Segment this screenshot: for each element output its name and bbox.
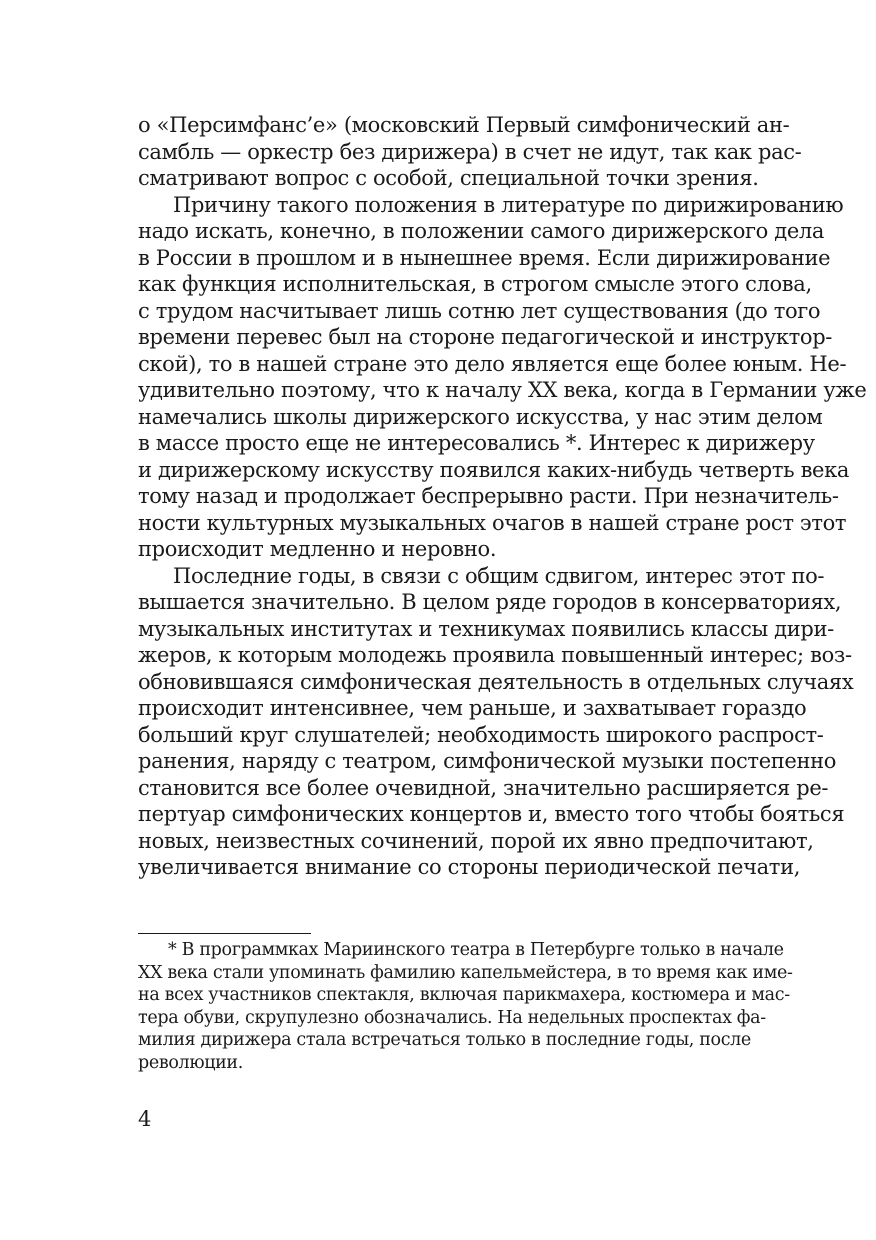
body-line: о «Персимфанс’е» (московский Первый симфонический ан- [138,113,790,137]
footnote [138,939,793,1074]
body-line: и дирижерскому искусству появился каких-нибудь четверть века [138,457,850,482]
body-line: сматривают вопрос с особой, специальной точки зрения. [138,166,759,190]
body-line: вышается значительно. В целом ряде городов в консерваториях, [138,590,842,614]
body-line: в массе просто еще не интересовались *. Интерес к дирижеру [138,431,815,455]
footnote-line: * В программках Мариинского театра в Петербурге только в начале [168,940,784,960]
body-line: самбль — оркестр без дирижера) в счет не идут, так как рас- [138,139,802,164]
body-line: ской), то в нашей стране это дело является еще более юным. Не- [138,351,847,376]
footnote-divider [138,933,311,934]
body-line: пертуар симфонических концертов и, вместо того чтобы бояться [138,802,845,826]
body-line: намечались школы дирижерского искусства, у нас этим делом [138,404,823,429]
body-line: тому назад и продолжает беспрерывно расти. При незначитель- [138,484,839,508]
body-line: обновившаяся симфоническая деятельность в отдельных случаях [138,669,854,694]
footnote-line: тера обуви, скрупулезно обозначались. На недельных проспектах фа- [138,1007,766,1028]
body-line: надо искать, конечно, в положении самого дирижерского дела [138,219,825,243]
footnote-line: революции. [138,1052,243,1073]
body-line: ности культурных музыкальных очагов в нашей стране рост этот [138,510,847,535]
body-line: становится все более очевидной, значительно расширяется ре- [138,775,829,800]
body-line: больший круг слушателей; необходимость широкого распрост- [138,722,824,747]
body-line: ранения, наряду с театром, симфонической музыки постепенно [138,749,837,773]
body-line: удивительно поэтому, что к началу XX века, когда в Германии уже [138,378,867,402]
body-line: в России в прошлом и в нынешнее время. Если дирижирование [138,245,831,270]
body-line: времени перевес был на стороне педагогической и инструктор- [138,325,833,349]
body-line: происходит медленно и неровно. [138,537,497,561]
body-line: происходит интенсивнее, чем раньше, и захватывает гораздо [138,696,807,720]
body-line: жеров, к которым молодежь проявила повышенный интерес; воз- [138,643,852,667]
body-line: музыкальных институтах и техникумах появились классы дири- [138,616,834,641]
footnote-line: на всех участников спектакля, включая парикмахера, костюмера и мас- [138,985,790,1005]
body-line: как функция исполнительская, в строгом смысле этого слова, [138,272,812,296]
body-line: увеличивается внимание со стороны периодической печати, [138,855,801,879]
footnote-line: XX века стали упоминать фамилию капельмейстера, в то время как име- [138,962,793,983]
page-number: 4 [138,1107,152,1131]
body-line: Последние годы, в связи с общим сдвигом, интерес этот по- [173,563,825,588]
footnote-line: милия дирижера стала встречаться только в последние годы, после [138,1030,751,1050]
body-line: с трудом насчитывает лишь сотню лет существования (до того [138,298,821,323]
body-text [138,112,867,881]
body-line: новых, неизвестных сочинений, порой их явно предпочитают, [138,828,814,853]
body-line: Причину такого положения в литературе по дирижированию [173,192,844,217]
